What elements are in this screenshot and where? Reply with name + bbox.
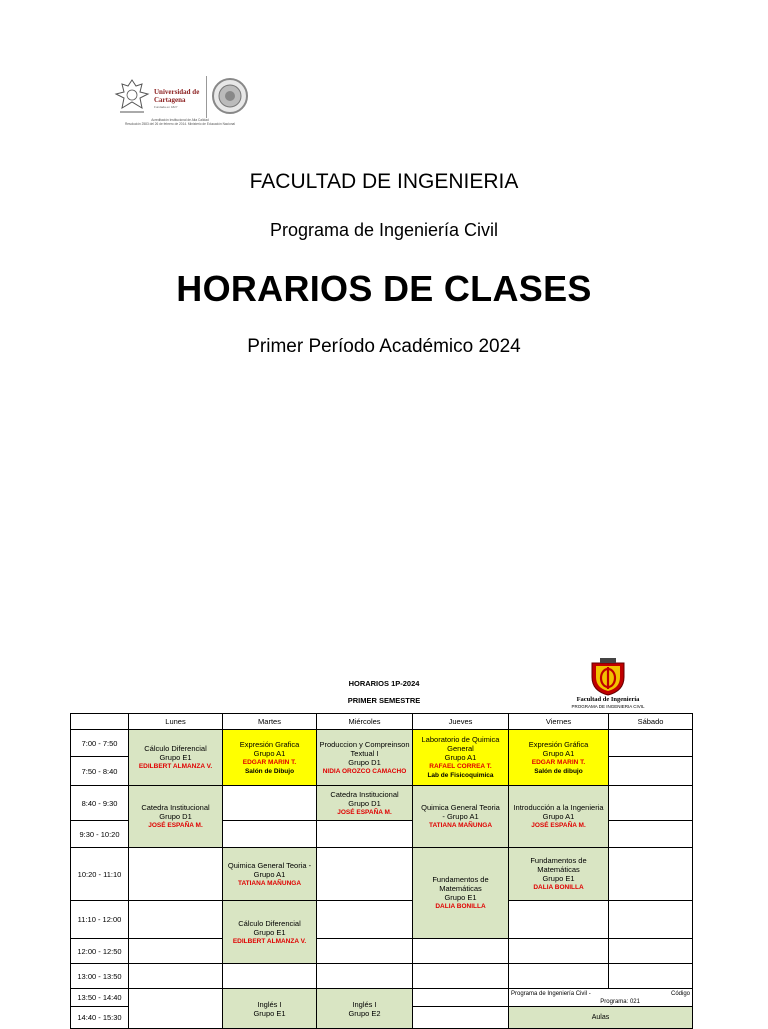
table-row: [71, 730, 693, 757]
program-info-name: Programa de Ingeniería Civil -: [511, 990, 591, 997]
class-room: Salón de Dibujo: [244, 767, 295, 775]
empty-cell: [129, 939, 223, 964]
empty-cell: [223, 821, 317, 848]
class-name: Cálculo Diferencial: [238, 918, 301, 928]
time-cell: 11:10 - 12:00: [71, 901, 129, 939]
empty-cell: [129, 989, 223, 1029]
class-teacher: EDGAR MARIN T.: [531, 758, 586, 766]
faculty-emblem-icon: [586, 657, 630, 697]
class-group: Grupo E1: [542, 874, 575, 883]
empty-cell: [317, 821, 413, 848]
class-group: Grupo A1: [253, 748, 286, 758]
class-name: Fundamentos de Matemáticas: [432, 875, 489, 893]
class-cell: [223, 848, 317, 901]
time-cell: 10:20 - 11:10: [71, 848, 129, 901]
program-info-cell: [509, 989, 693, 1007]
class-teacher: TATIANA MAÑUNGA: [237, 879, 302, 887]
class-name: Expresión Gráfica: [528, 739, 589, 749]
schedule-table: [70, 713, 693, 1029]
class-cell: [317, 786, 413, 821]
class-teacher: JOSÉ ESPAÑA M.: [531, 822, 586, 829]
accreditation-text: [110, 118, 250, 126]
empty-cell: [609, 730, 693, 757]
logo-divider: [206, 76, 207, 118]
table-row: [71, 786, 693, 821]
empty-cell: [609, 848, 693, 901]
class-teacher: EDILBERT ALMANZA V.: [138, 763, 213, 770]
day-header: Lunes: [129, 714, 223, 730]
class-cell: [509, 786, 609, 848]
program-code-value: Programa: 021: [600, 998, 640, 1005]
class-group: Grupo E1: [159, 753, 192, 762]
time-cell: 13:50 - 14:40: [71, 989, 129, 1007]
empty-cell: [609, 821, 693, 848]
empty-cell: [509, 964, 609, 989]
class-cell: [413, 848, 509, 939]
semester-title: PRIMER SEMESTRE: [347, 696, 421, 705]
class-teacher: RAFAEL CORREA T.: [429, 763, 492, 770]
main-title: HORARIOS DE CLASES: [176, 268, 592, 309]
empty-cell: [317, 848, 413, 901]
class-cell: [223, 989, 317, 1029]
accreditation-seal-icon: [210, 76, 250, 116]
class-group: Grupo D1: [348, 757, 381, 767]
empty-cell: [317, 901, 413, 939]
empty-cell: [609, 757, 693, 786]
class-name: Quimica General Teoria -: [227, 860, 312, 870]
class-teacher: NIDIA OROZCO CAMACHO: [322, 767, 407, 775]
class-name: Catedra Institucional: [141, 803, 210, 812]
accreditation-line-2: Resolución 2583 del 26 de febrero de 2014. Ministerio de Educación Nacional: [124, 122, 236, 126]
class-name: Introducción a la Ingenieria: [513, 803, 604, 812]
university-crest-icon: [112, 78, 152, 116]
empty-cell: [317, 939, 413, 964]
program-code-label: Código: [670, 990, 690, 997]
class-name: Cálculo Diferencial: [144, 744, 207, 753]
empty-cell: [129, 901, 223, 939]
class-cell: [509, 730, 609, 786]
empty-cell: [609, 964, 693, 989]
schedule-title: HORARIOS 1P-2024: [348, 679, 420, 688]
empty-cell: [413, 939, 509, 964]
class-group: Grupo E2: [348, 1008, 381, 1018]
class-teacher: EDGAR MARIN T.: [242, 758, 297, 766]
empty-cell: [413, 989, 509, 1007]
class-teacher: JOSÉ ESPAÑA M.: [148, 822, 203, 829]
class-cell: [129, 730, 223, 786]
class-cell: [129, 786, 223, 848]
class-group: Grupo A1: [253, 869, 286, 879]
time-cell: 13:00 - 13:50: [71, 964, 129, 989]
class-name: Inglés I: [352, 999, 377, 1009]
faculty-logo: [556, 657, 666, 712]
class-group: Grupo E1: [253, 1008, 286, 1018]
empty-cell: [509, 901, 609, 939]
table-row: [71, 939, 693, 964]
class-teacher: DALIA BONILLA: [435, 903, 486, 910]
class-group: Grupo E1: [253, 927, 286, 937]
faculty-logo-name: Facultad de Ingeniería: [576, 696, 640, 703]
time-cell: 14:40 - 15:30: [71, 1007, 129, 1029]
empty-cell: [129, 964, 223, 989]
time-cell: 7:00 - 7:50: [71, 730, 129, 757]
day-header: Miércoles: [317, 714, 413, 730]
table-row: [71, 848, 693, 901]
class-group: Grupo D1: [159, 812, 192, 821]
day-header: Martes: [223, 714, 317, 730]
time-cell: 8:40 - 9:30: [71, 786, 129, 821]
class-room: Salón de dibujo: [534, 767, 583, 775]
class-name: Laboratorio de Quimica General: [421, 735, 500, 753]
class-group: Grupo D1: [348, 798, 381, 808]
class-teacher: JOSÉ ESPAÑA M.: [337, 808, 392, 816]
class-cell: [223, 901, 317, 964]
empty-cell: [413, 1007, 509, 1029]
faculty-logo-program: PROGRAMA DE INGENIERIA CIVIL: [571, 704, 645, 709]
class-teacher: EDILBERT ALMANZA V.: [232, 937, 307, 945]
class-name: Expresión Grafica: [239, 739, 300, 749]
day-header: Sábado: [609, 714, 693, 730]
empty-cell: [129, 848, 223, 901]
class-group: Grupo A1: [542, 812, 575, 821]
class-group: Grupo A1: [444, 753, 477, 762]
class-room: Lab de Fisicoquimica: [427, 772, 494, 779]
class-name: Quimica General Teoria: [421, 803, 500, 812]
empty-cell: [413, 964, 509, 989]
table-row: [71, 964, 693, 989]
time-cell: 7:50 - 8:40: [71, 757, 129, 786]
accreditation-line-1: Acreditación Institucional de Alta Calidad: [151, 118, 209, 122]
empty-cell: [509, 939, 609, 964]
time-cell: 9:30 - 10:20: [71, 821, 129, 848]
day-header: Jueves: [413, 714, 509, 730]
class-name: Fundamentos de Matemáticas: [530, 856, 587, 874]
university-founded: Fundada en 1827: [154, 105, 178, 109]
class-name: Inglés I: [257, 999, 282, 1009]
aulas-cell: Aulas: [509, 1007, 693, 1029]
class-cell: [317, 730, 413, 786]
empty-cell: [609, 939, 693, 964]
class-group: - Grupo A1: [442, 812, 479, 821]
class-cell: [317, 989, 413, 1029]
empty-cell: [317, 964, 413, 989]
program-title: Programa de Ingeniería Civil: [269, 220, 499, 240]
university-name: Universidad de Cartagena: [154, 88, 200, 104]
corner-cell: [71, 714, 129, 730]
faculty-title: FACULTAD DE INGENIERIA: [249, 170, 519, 193]
class-name: Catedra Institucional: [330, 789, 399, 799]
table-header-row: [71, 714, 693, 730]
class-cell: [509, 848, 609, 901]
class-cell: [223, 730, 317, 786]
class-name: Produccion y Compreinson Textual I: [319, 739, 410, 758]
table-row: [71, 901, 693, 939]
class-cell: [413, 730, 509, 786]
empty-cell: [223, 786, 317, 821]
class-cell: [413, 786, 509, 848]
empty-cell: [223, 964, 317, 989]
table-row: [71, 989, 693, 1007]
class-teacher: TATIANA MAÑUNGA: [428, 822, 493, 829]
university-logo: [110, 76, 250, 130]
class-group: Grupo A1: [542, 748, 575, 758]
class-teacher: DALIA BONILLA: [533, 884, 584, 891]
empty-cell: [609, 786, 693, 821]
period-title: Primer Período Académico 2024: [247, 336, 521, 357]
empty-cell: [609, 901, 693, 939]
time-cell: 12:00 - 12:50: [71, 939, 129, 964]
class-group: Grupo E1: [444, 893, 477, 902]
day-header: Viernes: [509, 714, 609, 730]
